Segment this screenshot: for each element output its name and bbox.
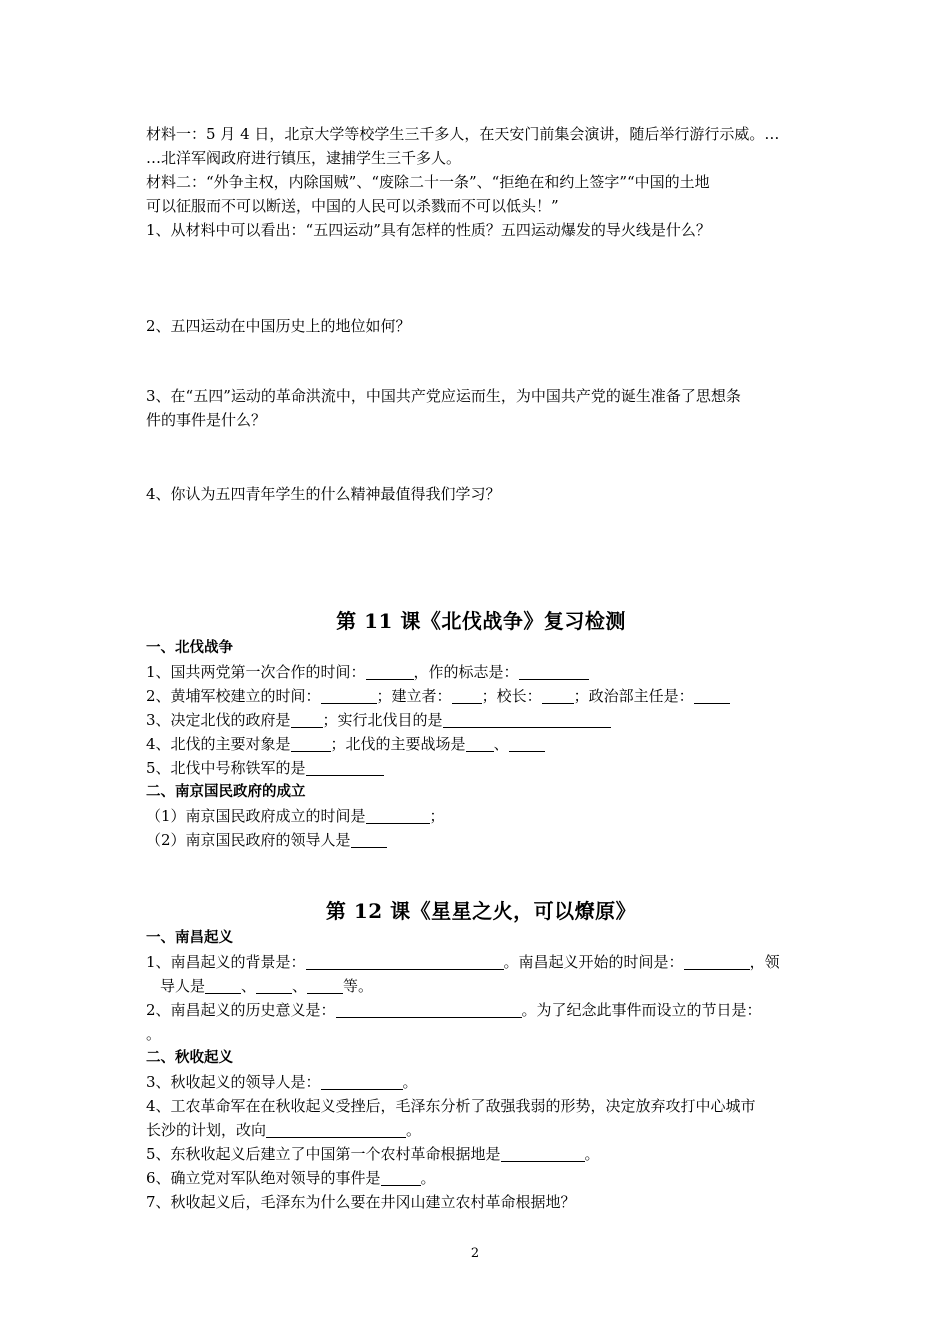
answer-blank[interactable] [542, 687, 574, 704]
answer-blank[interactable] [321, 1073, 403, 1090]
lesson-12-item-3: 3、秋收起义的领导人是： 。 [146, 1073, 418, 1091]
lesson-12-section-1: 一、南昌起义 [146, 930, 233, 946]
spacer [146, 852, 816, 896]
lesson-12-item-5: 5、东秋收起义后建立了中国第一个农村革命根据地是 。 [146, 1145, 600, 1163]
material-two-line2: 可以征服而不可以断送，中国的人民可以杀戮而不可以低头！” [146, 197, 559, 215]
page-number: 2 [470, 1246, 480, 1261]
answer-blank[interactable] [519, 663, 589, 680]
lesson-11-sub-2: （2）南京国民政府的领导人是 [146, 828, 816, 852]
lesson-11-sub-1: （1）南京国民政府成立的时间是 ； [146, 807, 445, 825]
answer-blank[interactable] [321, 687, 377, 704]
lesson-12-item-2: 2、南昌起义的历史意义是： 。为了纪念此事件而设立的节日是： [146, 1001, 762, 1019]
answer-blank[interactable] [694, 687, 730, 704]
question-4: 4、你认为五四青年学生的什么精神最值得我们学习？ [146, 485, 501, 503]
question-3-line1: 3、在“五四”运动的革命洪流中，中国共产党应运而生，为中国共产党的诞生准备了思想条 [146, 387, 741, 405]
lesson-11-item-2: 2、黄埔军校建立的时间： ；建立者： ；校长： ；政治部主任是： [146, 684, 816, 708]
answer-blank[interactable] [509, 735, 545, 752]
answer-blank[interactable] [306, 759, 384, 776]
answer-blank[interactable] [366, 663, 414, 680]
lesson-11-item-3: 3、决定北伐的政府是 ；实行北伐目的是 [146, 708, 816, 732]
answer-blank[interactable] [291, 735, 331, 752]
answer-blank[interactable] [307, 977, 343, 994]
answer-space-4[interactable] [146, 506, 816, 606]
answer-blank[interactable] [381, 1169, 421, 1186]
answer-blank[interactable] [256, 977, 292, 994]
lesson-12-item-2-end: 。 [146, 1025, 162, 1043]
lesson-11-section-1: 一、北伐战争 [146, 640, 233, 656]
material-one-line1: 材料一：5 月 4 日，北京大学等校学生三千多人，在天安门前集会演讲，随后举行游行示威。… [146, 125, 780, 143]
answer-space-1[interactable] [146, 242, 816, 314]
lesson-12-item-1-line1: 1、南昌起义的背景是： 。南昌起义开始的时间是： ，领 [146, 953, 780, 971]
answer-blank[interactable] [205, 977, 241, 994]
answer-blank[interactable] [336, 1001, 522, 1018]
answer-blank[interactable] [266, 1121, 406, 1138]
lesson-11-section-2: 二、南京国民政府的成立 [146, 784, 306, 800]
answer-blank[interactable] [443, 711, 611, 728]
lesson-12-title: 第 12 课《星星之火，可以燎原》 [325, 899, 637, 923]
answer-blank[interactable] [291, 711, 323, 728]
lesson-11-item-4: 4、北伐的主要对象是 ；北伐的主要战场是 、 [146, 732, 816, 756]
lesson-12-section-2: 二、秋收起义 [146, 1050, 233, 1066]
material-two-line1: 材料二：“外争主权，内除国贼”、“废除二十一条”、“拒绝在和约上签字”“中国的土地 [146, 173, 710, 191]
answer-blank[interactable] [466, 735, 494, 752]
material-one-line2: …北洋军阀政府进行镇压，逮捕学生三千多人。 [146, 149, 462, 167]
answer-blank[interactable] [351, 831, 387, 848]
answer-space-2[interactable] [146, 338, 816, 384]
question-1: 1、从材料中可以看出：“五四运动”具有怎样的性质？五四运动爆发的导火线是什么？ [146, 221, 711, 239]
lesson-12-item-4-line2: 长沙的计划，改向 。 [146, 1121, 422, 1139]
question-2: 2、五四运动在中国历史上的地位如何？ [146, 317, 411, 335]
answer-blank[interactable] [452, 687, 482, 704]
lesson-12-item-6: 6、确立党对军队绝对领导的事件是 。 [146, 1169, 436, 1187]
answer-blank[interactable] [684, 953, 750, 970]
lesson-11-item-5: 5、北伐中号称铁军的是 [146, 756, 816, 780]
question-3-line2: 件的事件是什么？ [146, 411, 267, 429]
answer-space-3[interactable] [146, 432, 816, 482]
answer-blank[interactable] [306, 953, 504, 970]
worksheet-page [146, 122, 816, 1214]
lesson-12-item-7: 7、秋收起义后，毛泽东为什么要在井冈山建立农村革命根据地？ [146, 1193, 576, 1211]
answer-blank[interactable] [501, 1145, 585, 1162]
lesson-12-item-4-line1: 4、工农革命军在在秋收起义受挫后，毛泽东分析了敌强我弱的形势，决定放弃攻打中心城市 [146, 1097, 756, 1115]
answer-blank[interactable] [366, 807, 430, 824]
lesson-11-title: 第 11 课《北伐战争》复习检测 [336, 609, 626, 633]
lesson-12-item-1-line2: 导人是 、 、 等。 [160, 977, 374, 995]
lesson-11-item-1: 1、国共两党第一次合作的时间： ，作的标志是： [146, 660, 816, 684]
